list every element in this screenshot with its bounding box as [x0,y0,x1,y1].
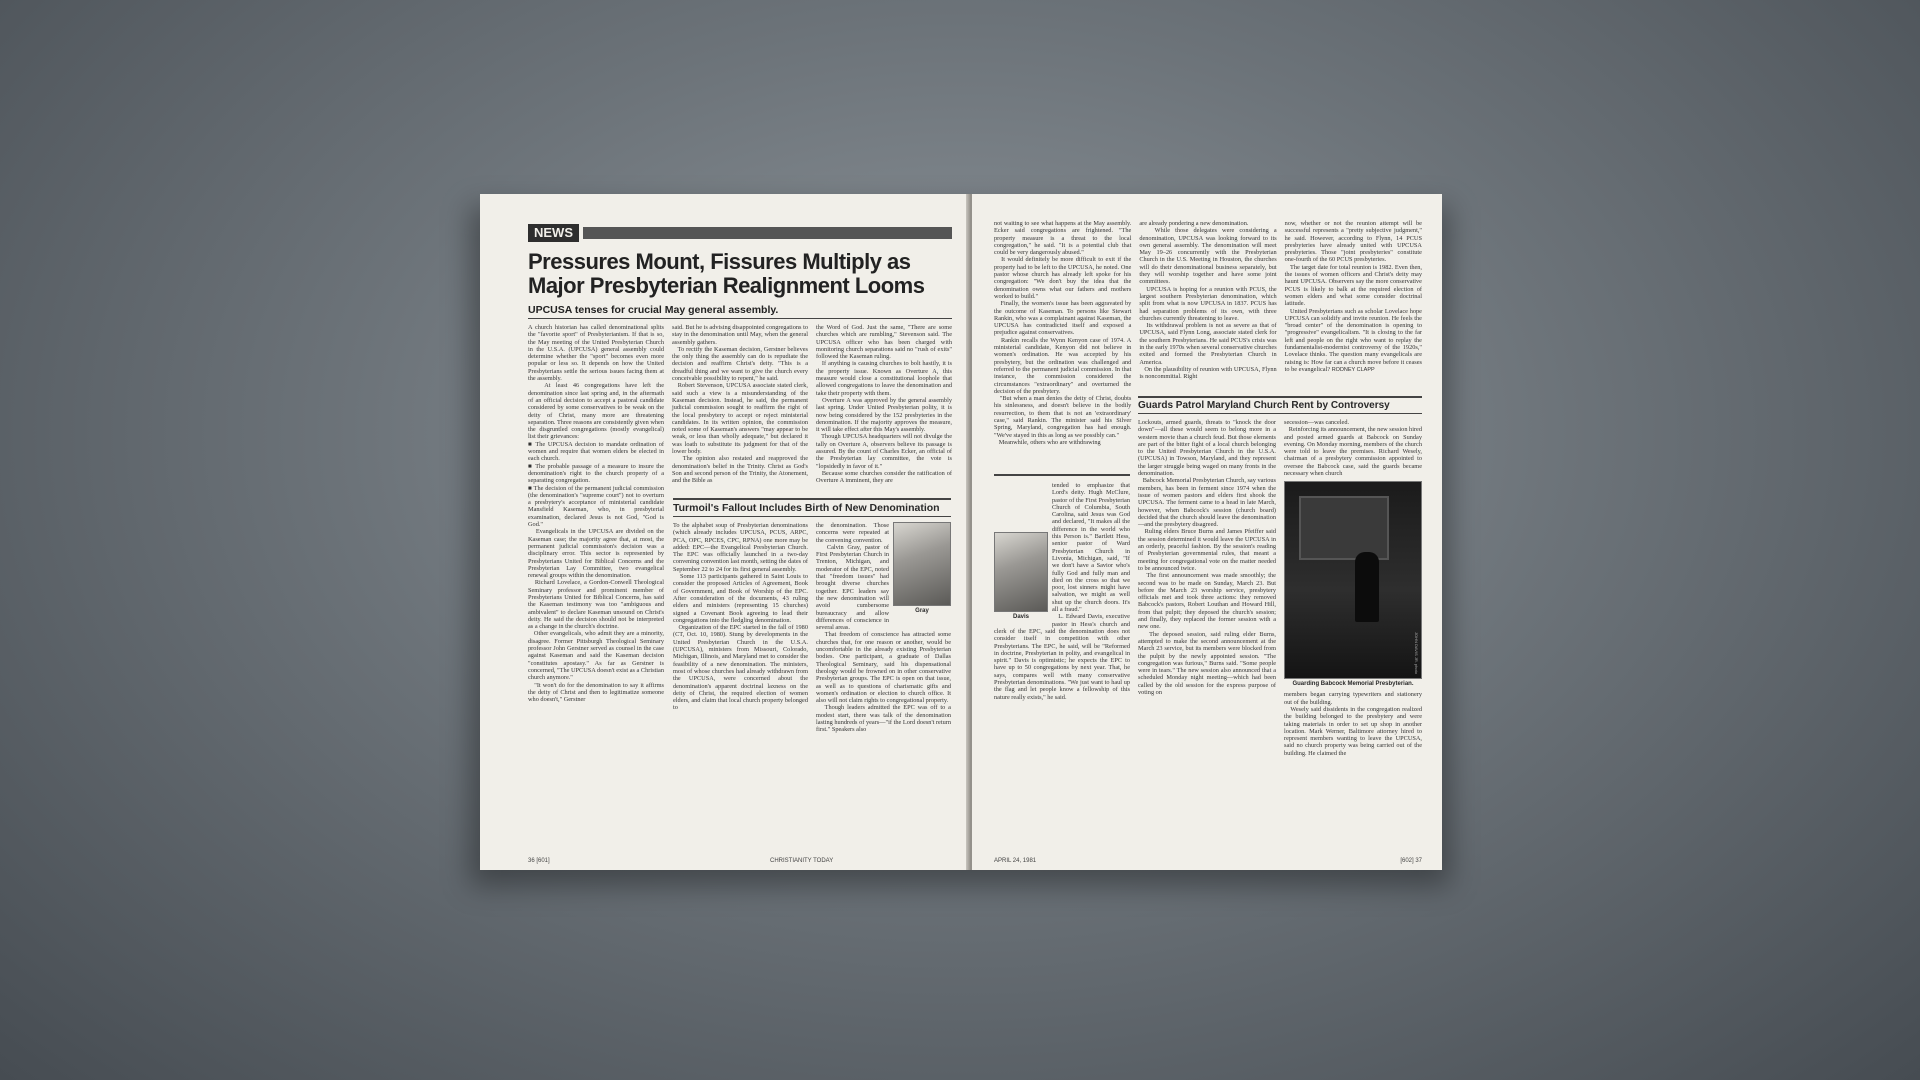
continued-text-3 [1285,220,1422,374]
photo-davis-caption: Davis [1012,614,1029,620]
sidebar-continued-text: tended to emphasize that Lord's deity. Hugh McClure, pastor of the First Presbyterian Church of Columbia, South Carolina, said Jesus was God and declared, "It makes all the difference in the world who this Person is." Bartlett Hess, senior pastor of Ward Presbyterian Church in Livonia, Michigan, said, "If we don't have a Savior who's fully God and fully man and died on the cross so that we poor, lost sinners might have salvation, we might as well shut up the church doors. It's all a fraud." L. Edward Davis, executive pastor in Hess's church and clerk of the EPC, said the denomination does not consider itself in competition with other Presbyterians. The EPC, he said, will be "Reformed in doctrine, Presbyterian in polity, and evangelical in spirit." Davis is optimistic; he expects the EPC to have up to 50 congregations by next year. That, he says, compares well with many conservative Presbyterian denominations. "We just want to haul up the flag and let people know a fellowship of this nature really exists," he said. [994,482,1130,701]
left-page [480,194,968,870]
continued-text-3-body: now, whether or not the reunion attempt will be successful represents a "pretty subjective judgment," he said. However, according to Flynn, 14 PCUS presbyteries have already united with UPCUSA presbyteries. Those "joint presbyteries" constitute one-fourth of the 60 PCUS presbyteries. The target date for total reunion is 1982. Even then, the issues of women officers and Christ's deity may haunt UPCUSA. Observers say the more conservative PCUS is likely to balk at the required election of women elders and what some consider doctrinal latitude. United Presbyterians such as scholar Lovelace hope UPCUSA can solidify and invite reunion. He feels the "broad center" of the denomination is opening to "progressive" evangelicalism. "It is closing to the far left and people on the right who want to replay the fundamentalist-modernist controversy of the 1920s," Lovelace thinks. The question many evangelicals are raising is: How far can a church move before it ceases to be evangelical? [1284,220,1422,373]
news-section-bar [528,224,952,242]
news-section-rule [583,227,952,239]
continued-col-3 [1285,220,1422,410]
right-page [972,194,1442,870]
portrait-gray-photo [893,522,951,606]
main-article-text-2: said. But he is advising disappointed congregations to stay in the denomination until May, when the general assembly gathers. To rectify the Kaseman decision, Gerstner believes the only thing the assembly can do is repudiate the decision and reaffirm Christ's deity. "This is a dreadful thing and we want to give the church every conceivable possibility to repent," he said. Robert Stevenson, UPCUSA associate stated clerk, said such a view is a misunderstanding of the Kaseman decision. Instead, he said, the permanent judicial commission sought to reaffirm the right of the local presbytery to accept or reject ministerial candidates. In its written opinion, the commission noted some of Kaseman's answers "may appear to be weak, or less than wholly adequate," but declared it was loath to substitute its judgment for that of the lower body. The opinion also restated and reapproved the denomination's belief in the Trinity. Christ as God's Son and second person of the Trinity, the Atonement, and the Bible as [672,324,808,485]
headline-line-1: Pressures Mount, Fissures Multiply as [528,249,911,274]
article-deck: UPCUSA tenses for crucial May general assembly. [528,304,952,319]
photo-guard-caption: Guarding Babcock Memorial Presbyterian. [1292,681,1414,688]
maryland-columns [1138,419,1422,807]
sidebar-text-1: To the alphabet soup of Presbyterian denominations (which already includes UPCUSA, PCUS, ARPC, PCA, OPC, RPCES, CPC, RPNA) one more may be added: EPC—the Evangelical Presbyterian Church. The EPC was officially launched in a two-day convening convention last month, setting the dates of September 22 to 24 for its first general assembly. Some 113 participants gathered in Saint Louis to consider the proposed Articles of Agreement, Book of Government, and Book of Worship of the EPC. After consideration of the documents, 43 ruling elders and ministers (representing 15 churches) signed a Covenant Book agreeing to lead their congregations into the fledgling denomination. Organization of the EPC started in the fall of 1980 (CT, Oct. 10, 1980). Stung by developments in the United Presbyterian Church in the U.S.A. (UPCUSA), ministers from Missouri, Colorado, Michigan, Illinois, and Maryland met to consider the feasibility of a new denomination. The ministers, most of whose churches had already withdrawn from the UPCUSA, were concerned about the denomination's apparent doctrinal laxness on the deity of Christ, the required election of women elders, and claim that local church property belonged to [673,522,808,712]
main-article-text-3: the Word of God. Just the same, "There are some churches which are rumbling," Stevenson said. The UPCUSA officer who has been charged with monitoring church separations said no "rush of exits" followed the Kaseman ruling. If anything is causing churches to bolt hastily, it is the property issue. Known as Overture A, this measure would close a constitutional loophole that allowed congregations to leave the denomination and take their property with them. Overture A was approved by the general assembly last spring. Under United Presbyterian polity, it is now being considered by the 152 presbyteries in the denomination. If the majority approves the measure, it will take effect after this May's assembly. Though UPCUSA headquarters will not divulge the tally on Overture A, observers believe its passage is assured. By the count of Charles Ecker, an official of the Presbyterian lay committee, the vote is "lopsidedly in favor of it." Because some churches consider the ratification of Overture A imminent, they are [816,324,952,485]
photo-guard-figure [1355,552,1379,622]
sidebar-headline: Turmoil's Fallout Includes Birth of New Denomination [673,498,951,517]
headline-line-2: Major Presbyterian Realignment Looms [528,273,925,298]
article-byline: RODNEY CLAPP [1331,366,1375,373]
maryland-col-2 [1284,419,1422,807]
photo-guard-credit: JOHN DAVIS JR. photo [1414,632,1419,675]
maryland-story [1138,392,1422,807]
continued-text-1: not waiting to see what happens at the May assembly. Ecker said congregations are frightened. "The property measure is a threat to the local congregation," he said. "It is a potential club that could be very dangerously abused." It would definitely be more difficult to exit if the property had to be left to the UPCUSA, he noted. One pastor whose church has already left spoke for his congregation: "We don't buy the idea that the denomination owns what our fathers and mothers worked to build." Finally, the women's issue has been aggravated by the outcome of Kaseman. To persons like Stewart Rankin, who was a complainant against Kaseman, the UPCUSA has contradicted itself and exposed a prejudice against conservatives. Rankin recalls the Wynn Kenyon case of 1974. A ministerial candidate, Kenyon did not believe in women's ordination. He was accepted by his presbytery, but the ordination was challenged and referred to the permanent judicial commission. In that instance, the commission considered the circumstances "extraordinary" and overturned the decision of the presbytery. "But when a man denies the deity of Christ, doubts his sinlessness, and doesn't believe in the bodily resurrection, to them that is not an 'extraordinary' case," said Rankin. The minister said his Silver Spring, Maryland, congregation has had enough. "We've stayed in this as long as we possibly can." Meanwhile, others who are withdrawing [994,220,1132,446]
sidebar-col-2 [816,522,951,862]
maryland-text-1: Lockouts, armed guards, threats to "knock the door down"—all these would seem to belong more in a western movie than a church feud. But those elements are part of the bitter fight of a local church belonging to the United Presbyterian Church in the U.S.A. (UPCUSA) in Towson, Maryland, and they represent the larger struggle being waged on many fronts in the denomination. Babcock Memorial Presbyterian Church, say various members, has been in ferment since 1974 when the issue of women pastors and elders first shook the UPCUSA. The ferment came to a head in late March, however, when Babcock's session (church board) decided that the church should leave the denomination—and the presbytery disagreed. Ruling elders Bruce Burns and James Pfeiffer said the session determined it would leave the UPCUSA in an orderly, peaceful fashion. By the session's reading of Presbyterian governmental rules, that meant a meeting for congregational vote on the matter needed to be announced twice. The first announcement was made smoothly; the second was to be made on Sunday, March 23. But before the March 23 worship service, presbytery officials met and took three actions: they removed Babcock's pastors, Robert Louthan and Howard Hill, from that pulpit; they deposed the church's session; and finally, they replaced the former session with a new one. The deposed session, said ruling elder Burns, attempted to make the second announcement at the March 23 service, but its members were blocked from the pulpit by the newly appointed session. "The congregation was furious," Burns said. "Some people were in tears." The new session also announced that a scheduled Monday night meeting—which had been called by the old session for the express purpose of voting on [1138,419,1276,696]
sidebar-story [673,494,951,862]
photo-gray-caption: Gray [915,608,929,614]
sidebar-continuation [994,468,1130,842]
folio-right: [602] 37 [1400,858,1422,864]
sidebar-columns [673,522,951,862]
main-article-col-1 [528,324,664,854]
photo-window [1299,496,1389,560]
main-article-text-1: A church historian has called denominational splits the "favorite sport" of Presbyterianism. If that is so, the May meeting of the United Presbyterian Church in the U.S.A. (UPCUSA) general assembly could determine whether the "sport" becomes even more popular or less so. It depends on how the United Presbyterians settle the serious issues facing them at the assembly. At least 46 congregations have left the denomination since last spring and, in the aftermath of an official decision to accept a pastoral candidate considered by some conservatives to be weak on the deity of Christ, many more are threatening separation. Three reasons are consistently given when the disgruntled congregations (mostly evangelical) list their grievances: ■ The UPCUSA decision to mandate ordination of women and require that women elders be elected in each church. ■ The probable passage of a measure to insure the denomination's right to the church property of a separating congregation. ■ The decision of the permanent judicial commission (the denomination's "supreme court") not to overturn a presbytery's acceptance of ministerial candidate Mansfield Kaseman, who, in presbyterial examination, declared Jesus is not God, "God is God." Evangelicals in the UPCUSA are divided on the Kaseman case; the majority agree that, at most, the permanent judicial commission's decision was a disciplinary error. This sector is represented by Presbyterians United for Biblical Concerns and the Presbyterian Lay Committee, two evangelical renewal groups within the denomination. Richard Lovelace, a Gordon-Conwell Theological Seminary professor and prominent member of Presbyterians United for Biblical Concerns, has said the Kaseman testimony was too "ambiguous and ambivalent" to declare Kaseman unsound on Christ's deity. He said the decision should not be interpreted as a change in the church's doctrine. Other evangelicals, who admit they are a minority, disagree. Former Pittsburgh Theological Seminary professor John Gerstner served as counsel in the case against Kaseman and said the Kaseman decision "constitutes apostasy." As far as Gerstner is concerned, "The UPCUSA doesn't exist as a Christian church anymore." "It won't do for the denomination to say it affirms the deity of Christ and then to legitimatize someone who doesn't," Gerstner [528,324,664,704]
maryland-text-2-bottom: members began carrying typewriters and stationery out of the building. Wesely said dissidents in the congregation realized the building belonged to the presbytery and were taking materials in order to set up shop in another location. Mark Werner, Baltimore attorney hired to represent members wanting to leave the UPCUSA, said no church property was being carried out of the building. He claimed the [1284,691,1422,757]
sidebar-text-2: the denomination. Those concerns were repeated at the convening convention. Calvin Gray, pastor of First Presbyterian Church in Trenton, Michigan, and moderator of the EPC, noted that "freedom issues" had brought diverse churches together. EPC leaders say the new denomination will avoid cumbersome bureaucracy and allow differences of conscience in several areas. That freedom of conscience has attracted some churches that, for one reason or another, would be uncomfortable in the already existing Presbyterian bodies. One participant, a graduate of Dallas Theological Seminary, said his dispensational theology would be frowned on in other conservative Presbyterian groups. The EPC is open on that issue, as well as to questions of charismatic gifts and women's ordination or election to church office. It also will not claim rights to congregational property. Though leaders admitted the EPC was off to a modest start, there was talk of the denomination lasting hundreds of years—"if the Lord doesn't return first." Speakers also [816,522,951,734]
maryland-col-1 [1138,419,1276,807]
guarding-church-photo [1284,481,1422,679]
portrait-davis-photo [994,532,1048,612]
folio-left: 36 [601] [528,858,550,864]
folio-magazine: CHRISTIANITY TODAY [770,858,834,864]
continued-text-2: are already pondering a new denomination. While those delegates were considering a denomination, UPCUSA was looking forward to its own general assembly. The denomination will meet May 19–26 concurrently with the Presbyterian Church in the U.S. Meeting in Houston, the churches will do their denominational business separately, but they will worship together and have some joint committees. UPCUSA is hoping for a reunion with PCUS, the largest southern Presbyterian denomination, which split from what is now UPCUSA in 1837. PCUS has had separation problems of its own, with three churches currently threatening to leave. Its withdrawal problem is not as severe as that of UPCUSA, said Flynn Long, associate stated clerk for the southern Presbyterians. He said PCUS's crisis was in the early 1970s when several conservative churches exited and formed the Presbyterian Church in America. On the plausibility of reunion with UPCUSA, Flynn is noncommittal. Right [1139,220,1277,381]
sidebar-col-1 [673,522,808,862]
continued-col-1 [994,220,1131,478]
photo-gray-wrap [893,522,951,614]
news-section-logo: NEWS [528,224,579,242]
main-headline [528,250,952,298]
photo-davis-wrap [994,532,1048,620]
maryland-headline: Guards Patrol Maryland Church Rent by Controversy [1138,396,1422,414]
maryland-text-2-top: secession—was canceled. Reinforcing its announcement, the new session hired and posted armed guards at Babcock on Sunday evening. On Monday morning, members of the church were told to leave the premises. Richard Wesely, chairman of a presbytery commission appointed to oversee the Babcock case, said the guards became necessary when church [1284,419,1422,478]
folio-date: APRIL 24, 1981 [994,858,1037,864]
sidebar-top-rule [994,474,1130,476]
